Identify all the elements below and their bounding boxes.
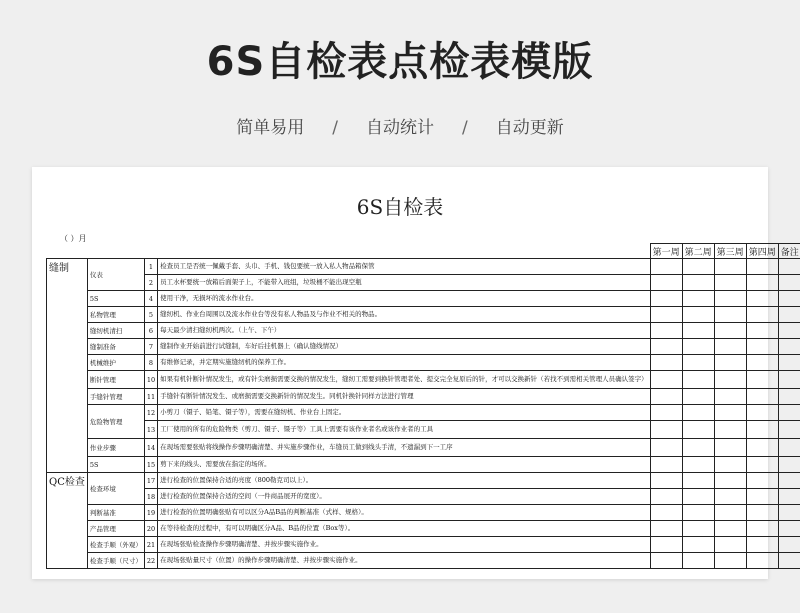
- notes-cell[interactable]: [778, 457, 800, 473]
- week-check-cell[interactable]: [682, 489, 714, 505]
- week-check-cell[interactable]: [746, 355, 778, 371]
- notes-cell[interactable]: [778, 489, 800, 505]
- week-check-cell[interactable]: [746, 405, 778, 421]
- number-cell: 12: [144, 405, 157, 421]
- subtitle-item: 简单易用: [236, 118, 305, 138]
- checklist-table: [46, 243, 800, 569]
- week-check-cell[interactable]: [714, 521, 746, 537]
- week-check-cell[interactable]: [650, 307, 682, 323]
- week-check-cell[interactable]: [714, 291, 746, 307]
- checklist-sheet: [32, 167, 799, 579]
- number-cell: 7: [144, 339, 157, 355]
- week-check-cell[interactable]: [650, 291, 682, 307]
- table-row: [47, 371, 800, 389]
- notes-cell[interactable]: [778, 355, 800, 371]
- content-cell: 有维修记录，并定期实施缝纫机的保养工作。: [158, 355, 651, 371]
- number-cell: 17: [144, 473, 157, 489]
- week-check-cell[interactable]: [714, 307, 746, 323]
- notes-cell[interactable]: [778, 505, 800, 521]
- week-check-cell[interactable]: [650, 457, 682, 473]
- number-cell: 20: [144, 521, 157, 537]
- week-check-cell[interactable]: [746, 389, 778, 405]
- notes-cell[interactable]: [778, 259, 800, 275]
- content-cell: 工厂使用的所有的危险物类（剪刀、镊子、镊子等）工具上需要有该作业者名或该作业者的工具: [158, 421, 651, 439]
- week-check-cell[interactable]: [746, 473, 778, 489]
- item-cell: 产品管理: [87, 521, 144, 537]
- week-check-cell[interactable]: [650, 439, 682, 457]
- week-check-cell[interactable]: [650, 553, 682, 569]
- table-row: [47, 473, 800, 489]
- item-cell: 判断基准: [87, 505, 144, 521]
- item-cell: 危险物管理: [87, 405, 144, 439]
- table-row: [47, 553, 800, 569]
- table-header-row: [47, 244, 800, 259]
- week-check-cell[interactable]: [746, 457, 778, 473]
- week-check-cell[interactable]: [682, 521, 714, 537]
- week-check-cell[interactable]: [714, 421, 746, 439]
- week-check-cell[interactable]: [682, 537, 714, 553]
- header-week-4: 第四周: [746, 244, 778, 259]
- notes-cell[interactable]: [778, 323, 800, 339]
- week-check-cell[interactable]: [714, 473, 746, 489]
- week-check-cell[interactable]: [682, 421, 714, 439]
- content-cell: 小剪刀（镊子、铅笔、镊子等），需要在缝纫机、作业台上固定。: [158, 405, 651, 421]
- number-cell: 14: [144, 439, 157, 457]
- item-cell: 机械维护: [87, 355, 144, 371]
- content-cell: 如果有机针断针情况发生，或有针尖磨损需要交换的情况发生，缝纫工需要到换针管理者处、提交完全复原后的针，才可以交换新针（若找不到需相关管理人员确认签字）: [158, 371, 651, 389]
- table-row: [47, 307, 800, 323]
- week-check-cell[interactable]: [746, 553, 778, 569]
- content-cell: 检查员工是否统一佩戴手套、头巾、手机、钱包要统一放入私人物品箱保管: [158, 259, 651, 275]
- table-row: [47, 537, 800, 553]
- content-cell: 手缝针有断针情况发生、或磨损需要交换新针的情况发生。同机针换针同样方法进行管理: [158, 389, 651, 405]
- table-row: [47, 439, 800, 457]
- subtitle-separator: /: [462, 118, 468, 138]
- week-check-cell[interactable]: [746, 537, 778, 553]
- notes-cell[interactable]: [778, 439, 800, 457]
- week-check-cell[interactable]: [682, 439, 714, 457]
- notes-cell[interactable]: [778, 521, 800, 537]
- table-row: [47, 389, 800, 405]
- week-check-cell[interactable]: [650, 259, 682, 275]
- table-row: [47, 521, 800, 537]
- notes-cell[interactable]: [778, 421, 800, 439]
- week-check-cell[interactable]: [714, 489, 746, 505]
- week-check-cell[interactable]: [682, 371, 714, 389]
- item-cell: 断针管理: [87, 371, 144, 389]
- week-check-cell[interactable]: [746, 505, 778, 521]
- number-cell: 19: [144, 505, 157, 521]
- item-cell: 私物管理: [87, 307, 144, 323]
- notes-cell[interactable]: [778, 537, 800, 553]
- sheet-title: 6S自检表: [356, 195, 444, 219]
- week-check-cell[interactable]: [682, 457, 714, 473]
- item-cell: 检查手顺（外观）: [87, 537, 144, 553]
- notes-cell[interactable]: [778, 275, 800, 291]
- notes-cell[interactable]: [778, 473, 800, 489]
- table-row: [47, 323, 800, 339]
- week-check-cell[interactable]: [714, 259, 746, 275]
- content-cell: 进行检查的位置保持合适的空间（一件商品展开的宽度）。: [158, 489, 651, 505]
- week-check-cell[interactable]: [682, 405, 714, 421]
- notes-cell[interactable]: [778, 291, 800, 307]
- week-check-cell[interactable]: [746, 421, 778, 439]
- number-cell: 18: [144, 489, 157, 505]
- table-row: [47, 405, 800, 421]
- notes-cell[interactable]: [778, 553, 800, 569]
- week-check-cell[interactable]: [682, 339, 714, 355]
- item-cell: 作业步骤: [87, 439, 144, 457]
- number-cell: 13: [144, 421, 157, 439]
- week-check-cell[interactable]: [682, 389, 714, 405]
- category-cell: QC检查: [47, 473, 88, 569]
- table-row: [47, 259, 800, 275]
- content-cell: 员工水杯要统一放箱后面架子上，不能带入班组，垃圾桶不能出现空瓶: [158, 275, 651, 291]
- table-row: [47, 355, 800, 371]
- notes-cell[interactable]: [778, 307, 800, 323]
- table-row: [47, 275, 800, 291]
- week-check-cell[interactable]: [746, 371, 778, 389]
- week-check-cell[interactable]: [746, 521, 778, 537]
- week-check-cell[interactable]: [714, 457, 746, 473]
- number-cell: 1: [144, 259, 157, 275]
- week-check-cell[interactable]: [650, 505, 682, 521]
- week-check-cell[interactable]: [650, 521, 682, 537]
- content-cell: 使用干净，无损坏的流水作业台。: [158, 291, 651, 307]
- week-check-cell[interactable]: [746, 489, 778, 505]
- week-check-cell[interactable]: [650, 473, 682, 489]
- table-row: [47, 505, 800, 521]
- number-cell: 5: [144, 307, 157, 323]
- week-check-cell[interactable]: [650, 323, 682, 339]
- content-cell: 在现场张贴检查操作步骤明确清楚、并按步骤实施作业。: [158, 537, 651, 553]
- number-cell: 21: [144, 537, 157, 553]
- item-cell: 5S: [87, 291, 144, 307]
- page-subtitle: [0, 113, 800, 138]
- week-check-cell[interactable]: [650, 421, 682, 439]
- notes-cell[interactable]: [778, 371, 800, 389]
- number-cell: 15: [144, 457, 157, 473]
- notes-cell[interactable]: [778, 339, 800, 355]
- week-check-cell[interactable]: [682, 291, 714, 307]
- week-check-cell[interactable]: [746, 259, 778, 275]
- week-check-cell[interactable]: [714, 371, 746, 389]
- item-cell: 检查环境: [87, 473, 144, 505]
- week-check-cell[interactable]: [650, 371, 682, 389]
- week-check-cell[interactable]: [650, 489, 682, 505]
- item-cell: 手缝针管理: [87, 389, 144, 405]
- header-week-3: 第三周: [714, 244, 746, 259]
- item-cell: 仪表: [87, 259, 144, 291]
- week-check-cell[interactable]: [714, 323, 746, 339]
- week-check-cell[interactable]: [650, 355, 682, 371]
- header-week-2: 第二周: [682, 244, 714, 259]
- week-check-cell[interactable]: [650, 405, 682, 421]
- number-cell: 22: [144, 553, 157, 569]
- content-cell: 在现场张贴量尺寸（位置）的操作步骤明确清楚、并按步骤实施作业。: [158, 553, 651, 569]
- content-cell: 在等待检查的过程中，有可以明确区分A品、B品的位置（Box等）。: [158, 521, 651, 537]
- category-cell: 缝制: [47, 259, 88, 473]
- header-week-1: 第一周: [650, 244, 682, 259]
- subtitle-item: 自动更新: [495, 118, 564, 138]
- week-check-cell[interactable]: [682, 323, 714, 339]
- week-check-cell[interactable]: [682, 473, 714, 489]
- week-check-cell[interactable]: [682, 307, 714, 323]
- week-check-cell[interactable]: [746, 339, 778, 355]
- month-label: （ ）月: [60, 234, 87, 243]
- week-check-cell[interactable]: [682, 505, 714, 521]
- week-check-cell[interactable]: [746, 439, 778, 457]
- notes-cell[interactable]: [778, 405, 800, 421]
- week-check-cell[interactable]: [714, 275, 746, 291]
- subtitle-separator: /: [332, 118, 338, 138]
- content-cell: 缝制作业开始前进行试缝制，车好后挂机器上（确认缝线情况）: [158, 339, 651, 355]
- week-check-cell[interactable]: [650, 275, 682, 291]
- week-check-cell[interactable]: [650, 339, 682, 355]
- week-check-cell[interactable]: [746, 291, 778, 307]
- header-spacer: [47, 244, 651, 259]
- week-check-cell[interactable]: [714, 339, 746, 355]
- week-check-cell[interactable]: [714, 355, 746, 371]
- week-check-cell[interactable]: [650, 389, 682, 405]
- week-check-cell[interactable]: [746, 307, 778, 323]
- content-cell: 剪下来的线头、需要放在指定的场所。: [158, 457, 651, 473]
- number-cell: 8: [144, 355, 157, 371]
- item-cell: 缝纫机清扫: [87, 323, 144, 339]
- number-cell: 6: [144, 323, 157, 339]
- week-check-cell[interactable]: [714, 553, 746, 569]
- table-row: [47, 291, 800, 307]
- table-row: [47, 339, 800, 355]
- number-cell: 2: [144, 275, 157, 291]
- week-check-cell[interactable]: [746, 275, 778, 291]
- notes-cell[interactable]: [778, 389, 800, 405]
- number-cell: 10: [144, 371, 157, 389]
- item-cell: 检查手顺（尺寸）: [87, 553, 144, 569]
- subtitle-item: 自动统计: [366, 118, 434, 138]
- week-check-cell[interactable]: [714, 405, 746, 421]
- content-cell: 进行检查的位置保持合适的亮度（800勒克司以上）。: [158, 473, 651, 489]
- content-cell: 在现场需要张贴将线操作步骤明确清楚、并实施步骤作业，车缝员工做到线头手清，不遗漏到下一工序: [158, 439, 651, 457]
- week-check-cell[interactable]: [714, 439, 746, 457]
- table-row: [47, 457, 800, 473]
- content-cell: 缝纫机、作业台周围以及流水作业台等没有私人物品及与作业不相关的物品。: [158, 307, 651, 323]
- content-cell: 进行检查的位置明确张贴有可以区分A品B品的判断基准（式样、规格）。: [158, 505, 651, 521]
- content-cell: 每天最少清扫缝纫机两次。（上午、下午）: [158, 323, 651, 339]
- header-notes: 备注: [778, 244, 800, 259]
- week-check-cell[interactable]: [682, 355, 714, 371]
- number-cell: 4: [144, 291, 157, 307]
- table-row: [47, 421, 800, 439]
- week-check-cell[interactable]: [714, 389, 746, 405]
- week-check-cell[interactable]: [746, 323, 778, 339]
- item-cell: 缝制准备: [87, 339, 144, 355]
- number-cell: 11: [144, 389, 157, 405]
- week-check-cell[interactable]: [714, 505, 746, 521]
- week-check-cell[interactable]: [682, 553, 714, 569]
- week-check-cell[interactable]: [650, 537, 682, 553]
- table-row: [47, 489, 800, 505]
- item-cell: 5S: [87, 457, 144, 473]
- page-title: 6S自检表点检表模版: [206, 39, 594, 85]
- week-check-cell[interactable]: [682, 259, 714, 275]
- week-check-cell[interactable]: [682, 275, 714, 291]
- week-check-cell[interactable]: [714, 537, 746, 553]
